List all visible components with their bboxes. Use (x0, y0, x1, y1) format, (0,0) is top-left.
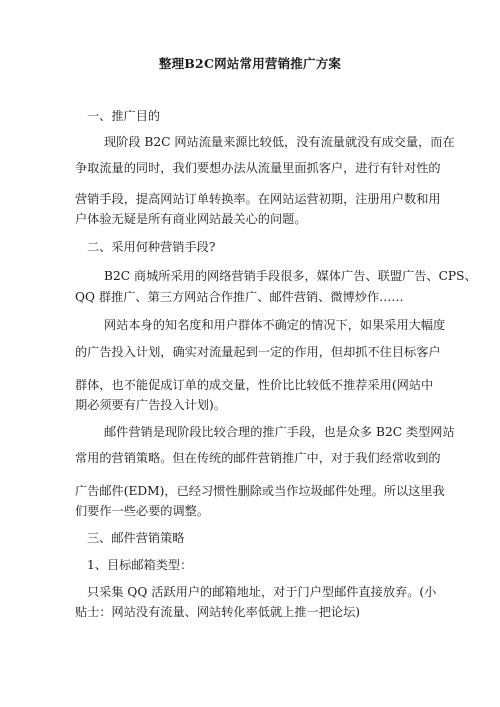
subheading-target-mailbox: 1、目标邮箱类型： (87, 558, 193, 572)
paragraph-line: QQ 群推广、第三方网站合作推广、邮件营销、微博炒作…… (75, 290, 404, 304)
section-heading-methods: 二、采用何种营销手段? (87, 240, 216, 254)
paragraph-line: 营销手段，提高网站订单转换率。在网站运营初期，注册用户数和用 (75, 192, 441, 206)
document-title: 整理B2C网站常用营销推广方案 (158, 56, 342, 71)
paragraph-line: 争取流量的同时，我们要想办法从流量里面抓客户，进行有针对性的 (75, 161, 441, 175)
paragraph-line: 常用的营销策略。但在传统的邮件营销推广中，对于我们经常收到的 (75, 451, 441, 465)
paragraph-line: 广告邮件(EDM)，已经习惯性删除或当作垃圾邮件处理。所以这里我 (75, 484, 445, 498)
paragraph-line: B2C 商城所采用的网络营销手段很多，媒体广告、联盟广告、CPS、 (104, 269, 477, 283)
paragraph-line: 网站本身的知名度和用户群体不确定的情况下，如果采用大幅度 (104, 318, 446, 332)
paragraph-line: 邮件营销是现阶段比较合理的推广手段，也是众多 B2C 类型网站 (104, 425, 455, 439)
paragraph-line: 贴士：网站没有流量、网站转化率低就上推一把论坛) (75, 605, 361, 619)
paragraph-line: 只采集 QQ 活跃用户的邮箱地址，对于门户型邮件直接放弃。(小 (87, 585, 437, 599)
paragraph-line: 群体，也不能促成订单的成交量，性价比比较低不推荐采用(网站中 (75, 378, 434, 392)
paragraph-line: 们要作一些必要的调整。 (75, 504, 210, 518)
paragraph-line: 期必须要有广告投入计划)。 (75, 398, 227, 412)
paragraph-line: 现阶段 B2C 网站流量来源比较低，没有流量就没有成交量，而在 (104, 135, 455, 149)
section-heading-purpose: 一、推广目的 (87, 109, 161, 123)
paragraph-line: 的广告投入计划，确实对流量起到一定的作用，但却抓不住目标客户 (75, 345, 441, 359)
section-heading-email-strategy: 三、邮件营销策略 (87, 531, 185, 545)
paragraph-line: 户体验无疑是所有商业网站最关心的问题。 (75, 212, 307, 226)
